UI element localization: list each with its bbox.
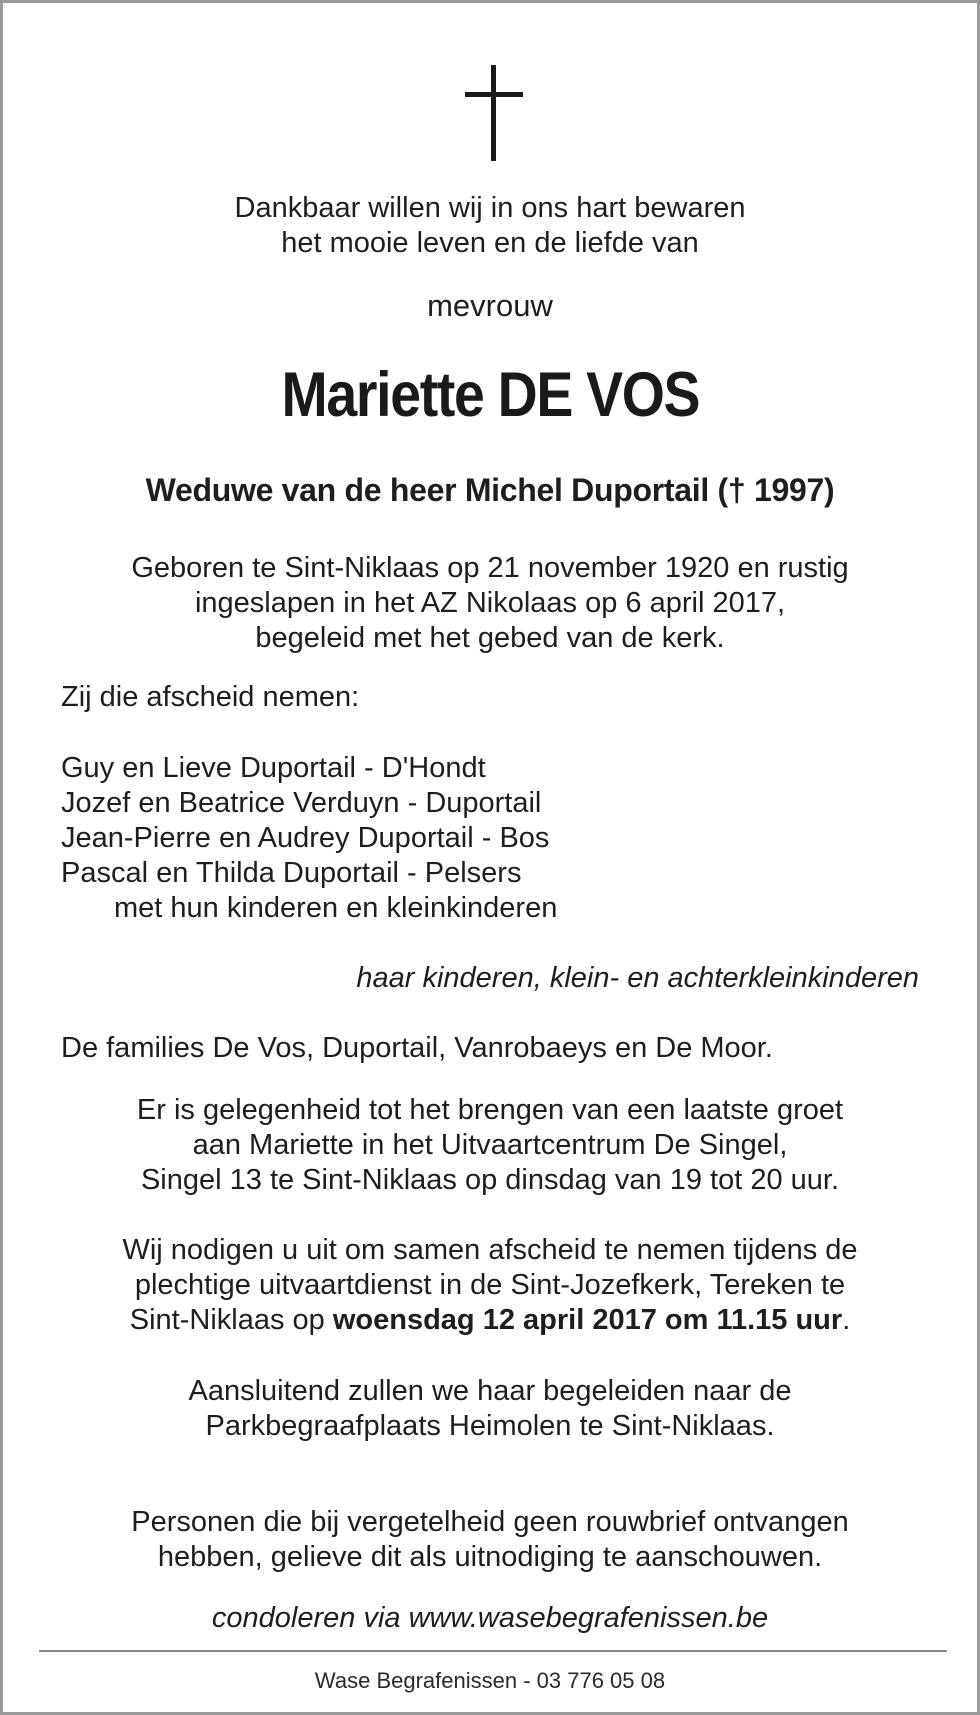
born-line: begeleid met het gebed van de kerk. xyxy=(255,622,725,654)
footer-contact: Wase Begrafenissen - 03 776 05 08 xyxy=(314,1668,666,1693)
children-list xyxy=(61,751,557,926)
persons-line: Personen die bij vergetelheid geen rouwbrief ontvangen xyxy=(131,1506,849,1538)
service-period: . xyxy=(842,1304,851,1336)
deceased-name: Mariette DE VOS xyxy=(281,360,700,430)
list-item: Jozef en Beatrice Verduyn - Duportail xyxy=(61,787,542,819)
list-item: Pascal en Thilda Duportail - Pelsers xyxy=(61,857,522,889)
service-datetime: woensdag 12 april 2017 om 11.15 uur xyxy=(332,1304,843,1336)
widow-line: Weduwe van de heer Michel Duportail († 1997) xyxy=(145,472,835,508)
list-item: Jean-Pierre en Audrey Duportail - Bos xyxy=(61,822,550,854)
service-text xyxy=(3,1233,977,1338)
burial-line: Parkbegraafplaats Heimolen te Sint-Niklaas. xyxy=(205,1410,775,1442)
viewing-line: aan Mariette in het Uitvaartcentrum De Singel, xyxy=(192,1129,788,1161)
kids-summary: haar kinderen, klein- en achterkleinkinderen xyxy=(356,962,919,994)
honorific: mevrouw xyxy=(427,288,553,323)
list-item: Guy en Lieve Duportail - D'Hondt xyxy=(61,752,486,784)
service-place: Sint-Niklaas op xyxy=(129,1304,333,1336)
viewing-line: Er is gelegenheid tot het brengen van een laatste groet xyxy=(136,1094,844,1126)
intro-line: het mooie leven en de liefde van xyxy=(281,227,699,259)
viewing-text xyxy=(3,1093,977,1198)
persons-line: hebben, gelieve dit als uitnodiging te aanschouwen. xyxy=(157,1541,823,1573)
service-line: plechtige uitvaartdienst in de Sint-Jozefkerk, Tereken te xyxy=(134,1269,846,1301)
intro-text xyxy=(3,191,977,261)
service-line: Wij nodigen u uit om samen afscheid te nemen tijdens de xyxy=(122,1234,858,1266)
divider xyxy=(39,1650,947,1652)
farewell-heading: Zij die afscheid nemen: xyxy=(61,681,360,713)
condolences-link: condoleren via www.wasebegrafenissen.be xyxy=(211,1602,769,1634)
birth-death-text xyxy=(3,551,977,656)
burial-text xyxy=(3,1374,977,1444)
born-line: ingeslapen in het AZ Nikolaas op 6 april 2017, xyxy=(194,587,786,619)
families-line: De families De Vos, Duportail, Vanrobaeys en De Moor. xyxy=(61,1032,773,1064)
born-line: Geboren te Sint-Niklaas op 21 november 1920 en rustig xyxy=(131,552,849,584)
burial-line: Aansluitend zullen we haar begeleiden naar de xyxy=(188,1375,792,1407)
viewing-line: Singel 13 te Sint-Niklaas op dinsdag van 19 tot 20 uur. xyxy=(140,1164,840,1196)
children-suffix: met hun kinderen en kleinkinderen xyxy=(114,892,558,924)
service-line xyxy=(3,1303,977,1338)
cross-icon xyxy=(465,65,523,161)
intro-line: Dankbaar willen wij in ons hart bewaren xyxy=(234,192,746,224)
persons-note xyxy=(3,1505,977,1575)
